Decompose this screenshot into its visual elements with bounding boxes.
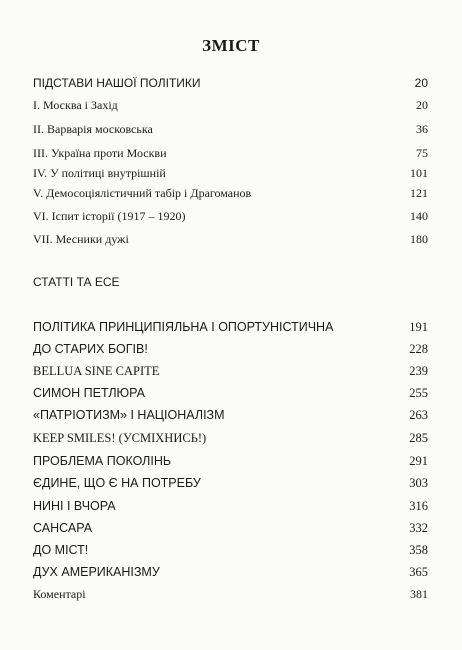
section-heading-page: 20 [414,76,428,90]
toc-entry [33,476,428,491]
entry-page: 75 [416,146,428,160]
entry-label: «ПАТРІОТИЗМ» І НАЦІОНАЛІЗМ [33,408,225,422]
entry-label: IV. У політиці внутрішній [33,166,166,180]
toc-entry [33,342,428,357]
entry-page: 255 [409,386,428,400]
entry-label: ПРОБЛЕМА ПОКОЛІНЬ [33,454,172,468]
entry-page: 228 [409,342,428,356]
toc-entry [33,408,428,423]
toc-entry [33,122,428,137]
entry-label: V. Демосоціялістичний табір і Драгоманов [33,186,252,200]
section-heading-row [33,76,428,90]
entry-label: СИМОН ПЕТЛЮРА [33,386,145,400]
entry-label: НИНІ І ВЧОРА [33,499,116,513]
toc-entry [33,209,428,224]
entry-page: 121 [410,186,428,200]
entry-label: VI. Іспит історії (1917 – 1920) [33,209,186,223]
entry-label: II. Варварія московська [33,122,153,136]
entry-label: I. Москва і Захід [33,98,118,112]
entry-label: САНСАРА [33,521,93,535]
entry-label: BELLUA SINE CAPITE [33,364,160,378]
entry-page: 381 [410,587,428,601]
entry-page: 291 [409,454,428,468]
toc-entry [33,98,428,113]
entry-label: ПОЛІТИКА ПРИНЦИПІЯЛЬНА І ОПОРТУНІСТИЧНА [33,320,334,334]
entry-page: 285 [409,431,428,445]
entry-page: 191 [409,320,428,334]
entry-page: 316 [409,499,428,513]
entry-label: ДО МІСТ! [33,543,89,557]
toc-entry [33,232,428,247]
page-title: ЗМІСТ [202,36,260,55]
entry-page: 20 [416,98,428,112]
entry-page: 36 [416,122,428,136]
toc-entry [33,454,428,469]
toc-entry [33,320,428,335]
section-heading-essays: СТАТТІ ТА ЕСЕ [33,275,120,289]
entry-page: 303 [409,476,428,490]
toc-entry [33,364,428,379]
toc-entry [33,565,428,580]
entry-page: 239 [409,364,428,378]
toc-entry [33,146,428,161]
entry-page: 365 [409,565,428,579]
toc-entry [33,521,428,536]
entry-page: 101 [410,166,428,180]
entry-page: 332 [409,521,428,535]
entry-page: 263 [409,408,428,422]
entry-label: ДО СТАРИХ БОГІВ! [33,342,148,356]
toc-entry [33,499,428,514]
entry-label: ЄДИНЕ, ЩО Є НА ПОТРЕБУ [33,476,201,490]
toc-entry [33,587,428,602]
toc-entry [33,386,428,401]
toc-entry [33,166,428,181]
entry-page: 180 [410,232,428,246]
entry-label: Коментарі [33,587,86,601]
section-heading: ПІДСТАВИ НАШОЇ ПОЛІТИКИ [33,76,201,90]
entry-label: III. Україна проти Москви [33,146,167,160]
entry-label: KEEP SMILES! (УСМІХНИСЬ!) [33,431,207,445]
entry-page: 140 [410,209,428,223]
toc-entry [33,543,428,558]
toc-entry [33,186,428,201]
entry-label: ДУХ АМЕРИКАНІЗМУ [33,565,160,579]
entry-page: 358 [409,543,428,557]
toc-entry [33,431,428,446]
entry-label: VII. Месники дужі [33,232,129,246]
